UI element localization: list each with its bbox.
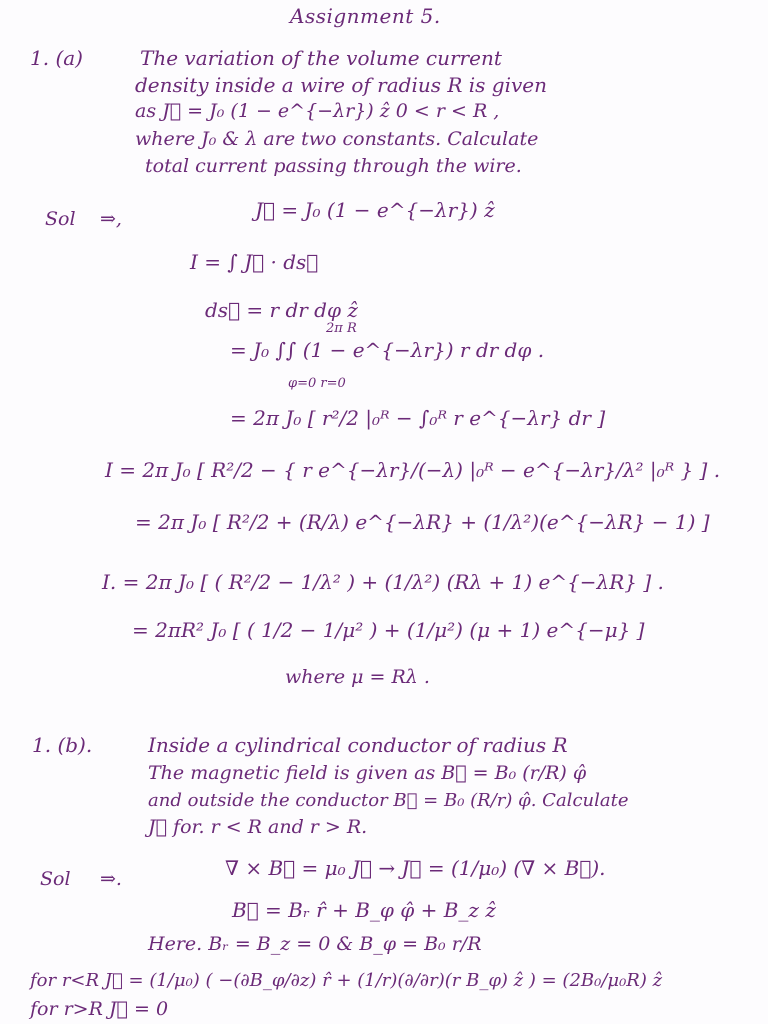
solution-1b-step: B⃗ = Bᵣ r̂ + B_φ φ̂ + B_z ẑ	[232, 898, 496, 922]
solution-1a-step: = J₀ ∫∫ (1 − e^{−λr}) r dr dφ .	[230, 338, 545, 362]
question-1b-line-2: The magnetic field is given as B⃗ = B₀ (r/R) φ̂	[148, 762, 587, 784]
solution-1a-step: = 2π J₀ [ R²/2 + (R/λ) e^{−λR} + (1/λ²)(e^{−λR} − 1) ]	[135, 510, 710, 534]
solution-1a-step: I. = 2π J₀ [ ( R²/2 − 1/λ² ) + (1/λ²) (Rλ + 1) e^{−λR} ] .	[102, 570, 664, 594]
solution-1a-label: Sol	[45, 208, 76, 230]
solution-1a-step: J⃗ = J₀ (1 − e^{−λr}) ẑ	[255, 198, 495, 222]
question-1a-line-4: where J₀ & λ are two constants. Calculate	[135, 128, 539, 150]
solution-1b-label: Sol	[40, 868, 71, 890]
page-title: Assignment 5.	[290, 4, 441, 28]
question-1b-line-3: and outside the conductor B⃗ = B₀ (R/r) φ̂. Calculate	[148, 790, 629, 811]
question-1a-line-5: total current passing through the wire.	[145, 155, 522, 177]
solution-1b-step: ∇ × B⃗ = μ₀ J⃗ → J⃗ = (1/μ₀) (∇ × B⃗).	[225, 856, 606, 880]
solution-1b-step: Here. Bᵣ = B_z = 0 & B_φ = B₀ r/R	[148, 933, 482, 955]
solution-1b-step: for r<R J⃗ = (1/μ₀) ( −(∂B_φ/∂z) r̂ + (1/r)(∂/∂r)(r B_φ) ẑ ) = (2B₀/μ₀R) ẑ	[30, 970, 663, 991]
question-1b-line-1: Inside a cylindrical conductor of radius R	[148, 733, 568, 757]
solution-1a-step: = 2π J₀ [ r²/2 |₀ᴿ − ∫₀ᴿ r e^{−λr} dr ]	[230, 406, 606, 430]
question-1b-line-4: J⃗ for. r < R and r > R.	[148, 816, 368, 838]
solution-1a-step: where μ = Rλ .	[285, 666, 430, 688]
solution-1a-step: I = 2π J₀ [ R²/2 − { r e^{−λr}/(−λ) |₀ᴿ − e^{−λr}/λ² |₀ᴿ } ] .	[105, 458, 721, 482]
solution-1b-arrow: ⇒.	[100, 868, 122, 890]
question-1b-label: 1. (b).	[32, 733, 93, 757]
solution-1a-step: = 2πR² J₀ [ ( 1/2 − 1/μ² ) + (1/μ²) (μ + 1) e^{−μ} ]	[132, 618, 645, 642]
solution-1a-arrow: ⇒,	[100, 208, 122, 230]
solution-1a-step: ds⃗ = r dr dφ ẑ	[205, 298, 358, 322]
question-1a-line-1: The variation of the volume current	[140, 46, 502, 70]
solution-1a-step: I = ∫ J⃗ · ds⃗	[190, 250, 319, 274]
solution-1b-step: for r>R J⃗ = 0	[30, 998, 169, 1020]
solution-1a-limits-upper: 2π R	[326, 321, 357, 336]
question-1a-label: 1. (a)	[30, 46, 83, 70]
solution-1a-limits-lower: φ=0 r=0	[288, 376, 346, 391]
question-1a-line-3: as J⃗ = J₀ (1 − e^{−λr}) ẑ 0 < r < R ,	[135, 100, 500, 122]
question-1a-line-2: density inside a wire of radius R is given	[135, 73, 547, 97]
